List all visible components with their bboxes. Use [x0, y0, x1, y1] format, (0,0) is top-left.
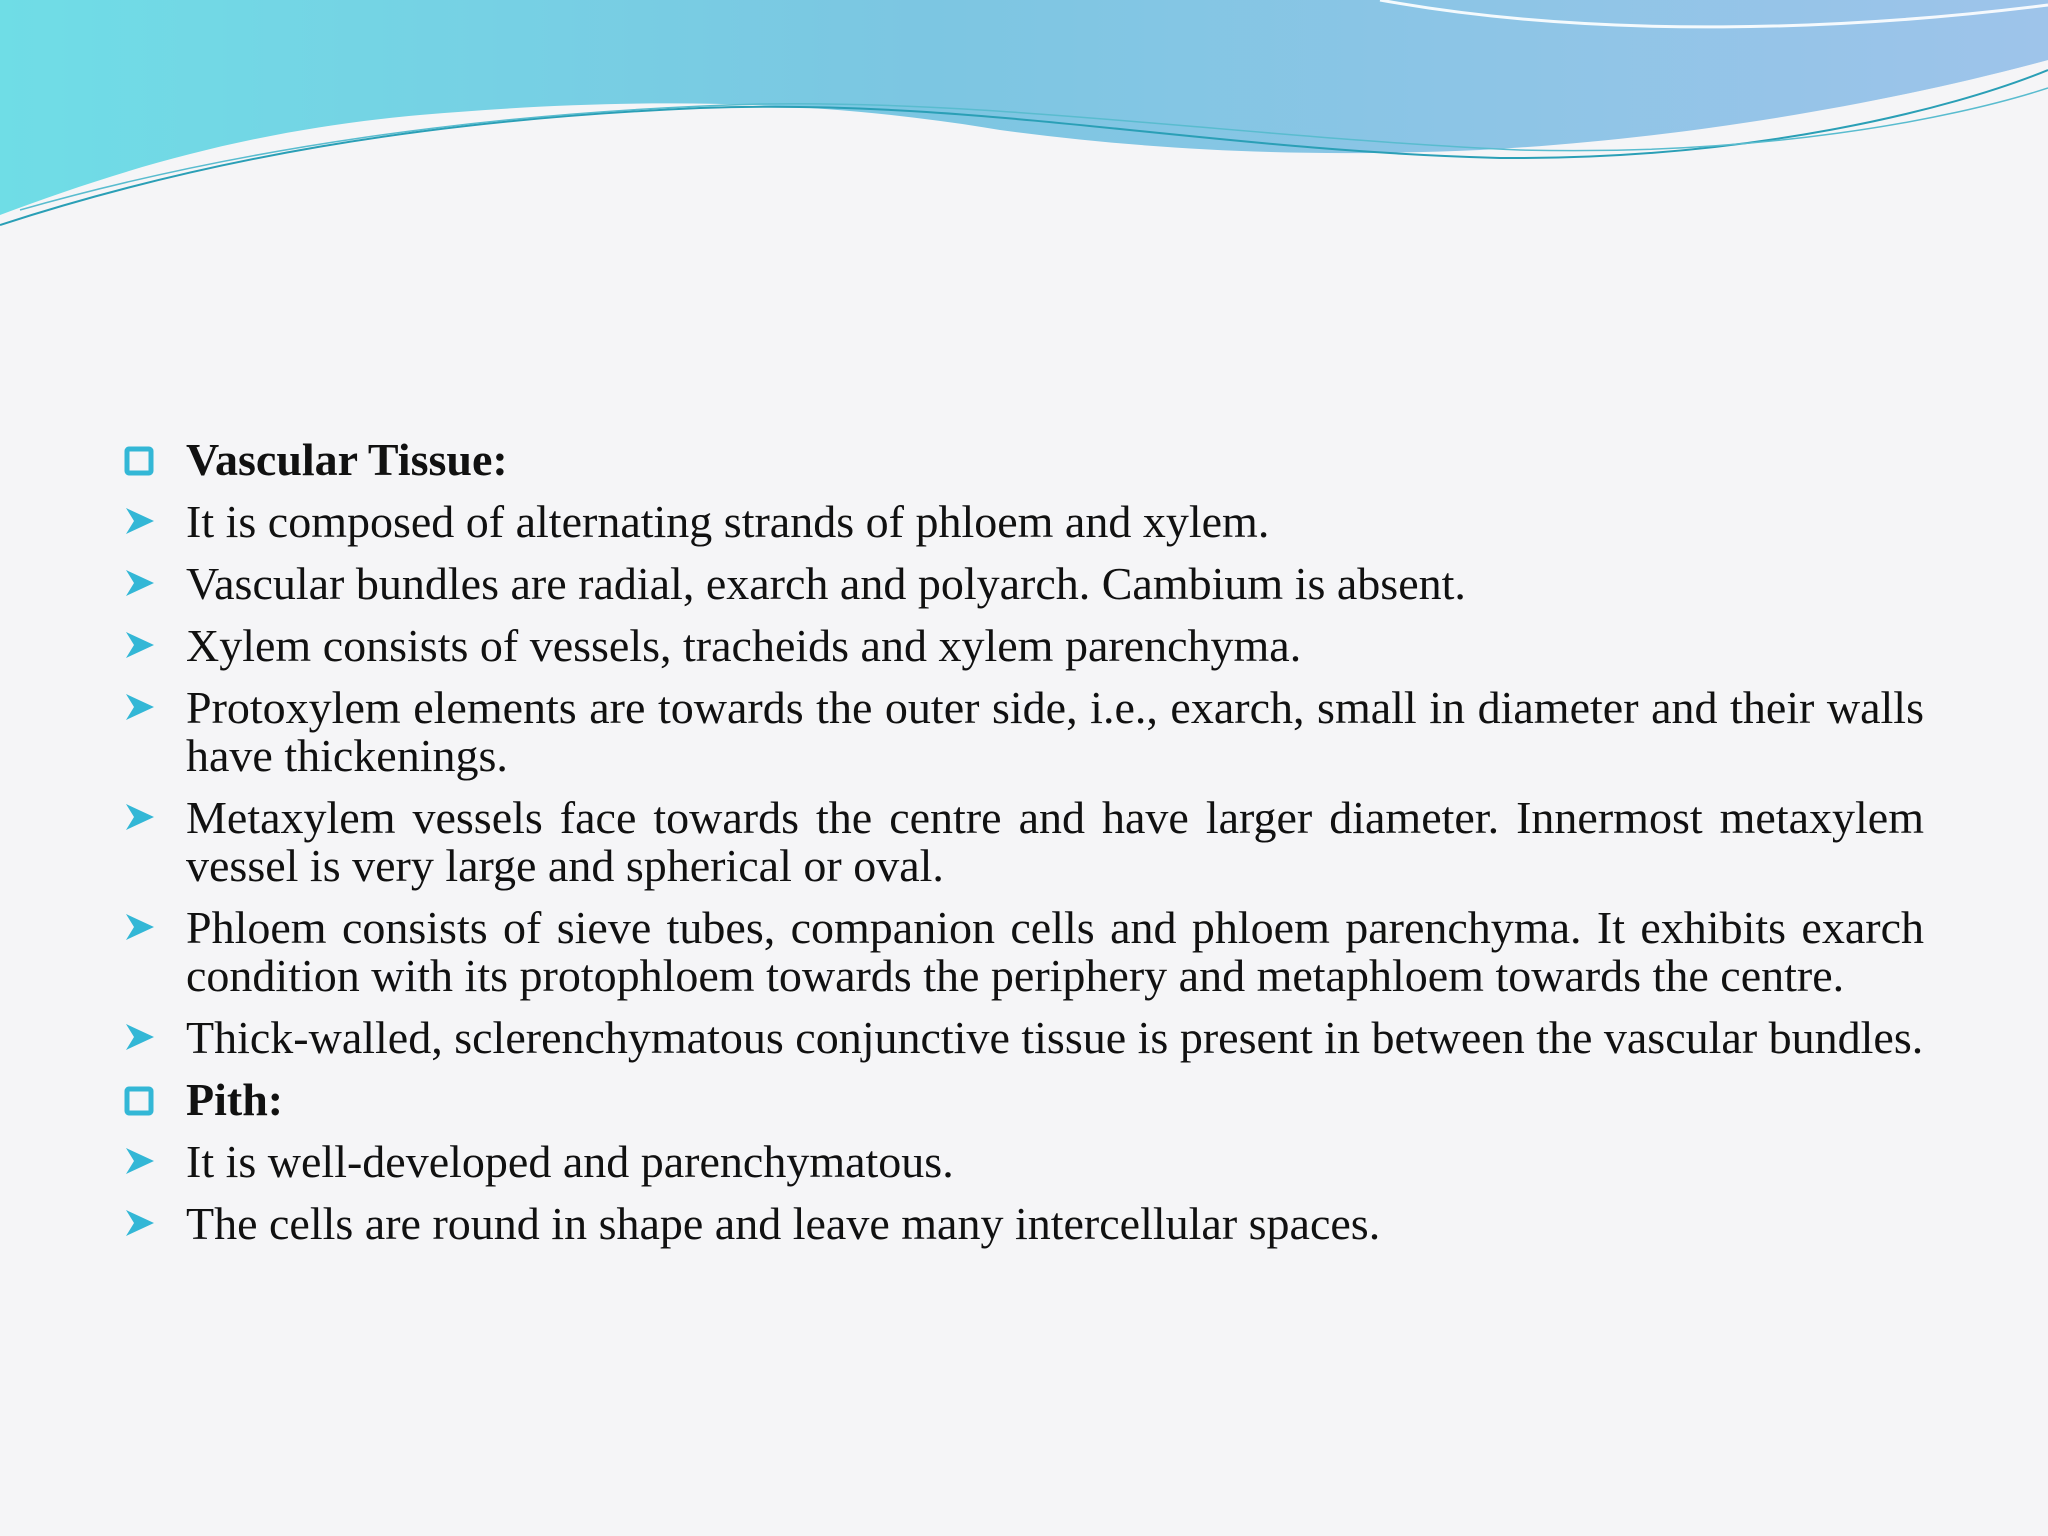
arrowhead-icon [124, 802, 156, 832]
arrowhead-icon [124, 1146, 156, 1176]
arrowhead-icon [124, 1022, 156, 1052]
section-heading-text: Vascular Tissue: [186, 434, 508, 485]
arrowhead-icon [124, 912, 156, 942]
hollow-square-icon [124, 1086, 154, 1116]
bullet-item [124, 560, 1924, 608]
wave-shape-front [0, 0, 2048, 215]
slide-body [124, 436, 1924, 1262]
bullet-item [124, 684, 1924, 780]
arrowhead-icon [124, 692, 156, 722]
bullet-item [124, 1200, 1924, 1248]
bullet-item [124, 904, 1924, 1000]
bullet-text: Protoxylem elements are towards the outer side, i.e., exarch, small in diameter and their walls have thickenings. [186, 682, 1924, 781]
bullet-item [124, 498, 1924, 546]
bullet-item [124, 622, 1924, 670]
arrowhead-icon [124, 1208, 156, 1238]
bullet-item [124, 1138, 1924, 1186]
arrowhead-icon [124, 506, 156, 536]
arrowhead-icon [124, 568, 156, 598]
section-heading-text: Pith: [186, 1074, 284, 1125]
arrowhead-icon [124, 630, 156, 660]
bullet-text: Xylem consists of vessels, tracheids and xylem parenchyma. [186, 620, 1302, 671]
bullet-text: It is well-developed and parenchymatous. [186, 1136, 954, 1187]
bullet-text: It is composed of alternating strands of phloem and xylem. [186, 496, 1270, 547]
header-wave-banner [0, 0, 2048, 240]
section-heading-pith [124, 1076, 1924, 1124]
bullet-text: Vascular bundles are radial, exarch and polyarch. Cambium is absent. [186, 558, 1466, 609]
bullet-item [124, 794, 1924, 890]
bullet-text: Thick-walled, sclerenchymatous conjunctive tissue is present in between the vascular bundles. [186, 1012, 1924, 1063]
bullet-item [124, 1014, 1924, 1062]
hollow-square-icon [124, 446, 154, 476]
section-heading-vascular-tissue [124, 436, 1924, 484]
bullet-text: The cells are round in shape and leave many intercellular spaces. [186, 1198, 1381, 1249]
bullet-text: Phloem consists of sieve tubes, companion cells and phloem parenchyma. It exhibits exarch condition with its protophloem towards the periphery and metaphloem towards the centre. [186, 902, 1924, 1001]
bullet-text: Metaxylem vessels face towards the centre and have larger diameter. Innermost metaxylem vessel is very large and spherical or oval. [186, 792, 1924, 891]
